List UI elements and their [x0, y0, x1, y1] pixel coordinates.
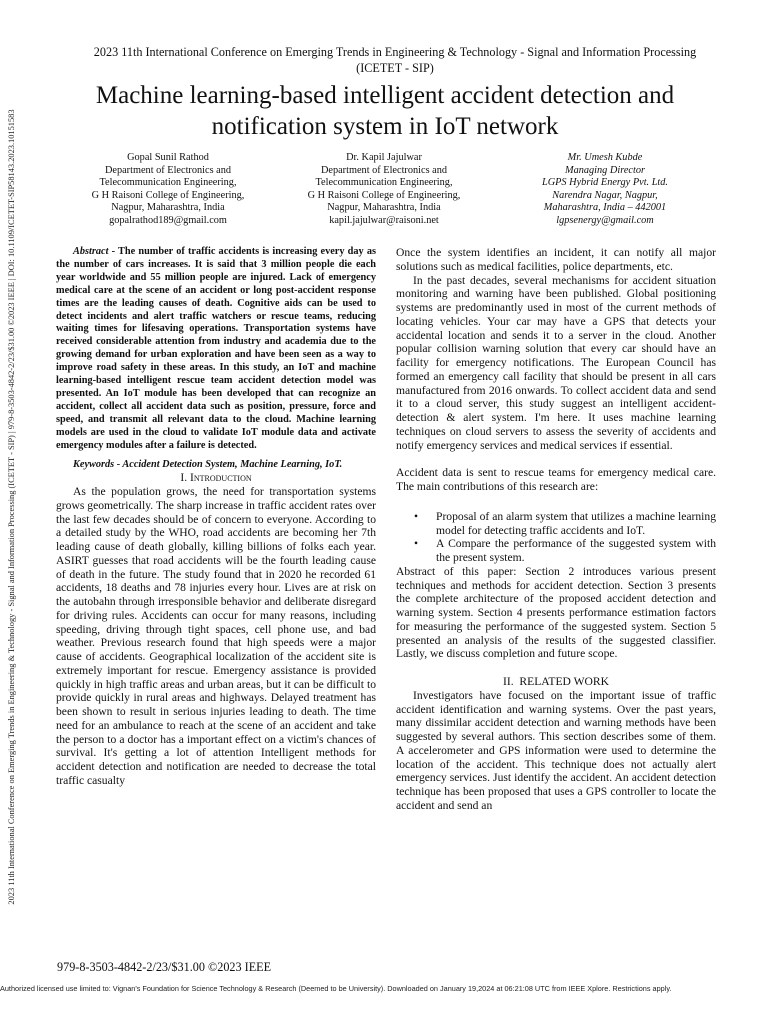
author-affiliation: Department of Electronics and	[320, 164, 448, 176]
author-affiliation: G H Raisoni College of Engineering,	[91, 189, 245, 201]
section-title: Introduction	[190, 471, 252, 485]
section-heading-introduction	[56, 471, 376, 485]
bullet-icon: •	[414, 537, 419, 551]
list-item-text: A Compare the performance of the suggested system with the present system.	[436, 537, 716, 564]
paper-title	[40, 80, 730, 142]
author-affiliation: G H Raisoni College of Engineering,	[307, 189, 461, 201]
abstract-label: Abstract	[73, 246, 109, 257]
paragraph: Once the system identifies an incident, it can notify all major solutions such as medical facilities, police departments, etc.	[396, 246, 716, 273]
paragraph: Investigators have focused on the important issue of traffic accident identification and warning systems. Over the past years, many dissimilar accident detection and warning methods have been suggested by several authors. This section describes some of them. A accelerometer and GPS information were used to determine the location of the accident. This technique does not actually alert emergency services. Just identify the accident. An accident detection technique has been proposed that uses a GPS controller to locate the accident and send an	[396, 688, 716, 812]
title-line-2: notification system in IoT network	[211, 113, 559, 140]
author-email[interactable]: kapil.jajulwar@raisoni.net	[329, 214, 439, 226]
contributions-list	[396, 510, 716, 565]
left-column	[56, 246, 376, 788]
download-notice: Authorized licensed use limited to: Vignan's Foundation for Science Technology & Research (Deemed to be University). Downloaded on January 19,2024 at 06:21:08 UTC from IEEE Xplore. Restrictions apply.	[0, 984, 672, 993]
sidebar-doi-strip: 2023 11th International Conference on Emerging Trends in Engineering & Technology - Signal and Information Processing (ICETET - SIP) | 979-8-3503-4842-2/23/$31.00 ©2023 IEEE | DOI: 10.1109/ICETET-SIP58143.2023.10151583	[7, 109, 16, 905]
section-number: I.	[180, 471, 188, 485]
keywords: Keywords - Accident Detection System, Machine Learning, IoT.	[73, 458, 343, 470]
author-affiliation: Department of Electronics and	[104, 164, 232, 176]
author-location: Narendra Nagar, Nagpur,	[552, 189, 658, 201]
author-block-2	[284, 152, 484, 228]
abstract	[56, 246, 376, 453]
title-line-1: Machine learning-based intelligent accident detection and	[95, 82, 675, 109]
right-column	[396, 246, 716, 813]
paragraph: In the past decades, several mechanisms for accident situation monitoring and warning have been published. Global positioning systems are predominantly used in most of the current methods of locating vehicles. Your car may have a GPS that detects your accidental location and sends it to a server in the cloud. Another popular collision warning solution that every car should have an facility for emergency notifications. The European Council has formed an emergency call facility that should be present in all cars manufactured from 2016 onwards. To collect accident data and send it to a cloud server, this study suggest an intelligent accident-detection & alert system. I'm here. It uses machine learning techniques on cloud servers to assess the severity of accidents and notify emergency services and medical services if essential.	[396, 273, 716, 452]
author-block-3	[505, 152, 705, 228]
author-email[interactable]: gopalrathod189@gmail.com	[109, 214, 227, 226]
list-item	[396, 510, 716, 538]
paragraph: Abstract of this paper: Section 2 introduces various present techniques and methods for accident detection. Section 3 presents the complete architecture of the proposed accident detection and warning system. Section 4 presents performance estimation factors for measuring the performance of the suggested system. Section 5 presented an analysis of the results of the suggested classifier. Lastly, we discuss completion and future scope.	[396, 564, 716, 661]
author-affiliation: Telecommunication Engineering,	[315, 177, 453, 189]
section-heading-related-work	[396, 675, 716, 689]
conference-line-2: (ICETET - SIP)	[356, 61, 434, 75]
author-affiliation: Telecommunication Engineering,	[99, 177, 237, 189]
author-name: Dr. Kapil Jajulwar	[346, 152, 422, 163]
list-item	[396, 537, 716, 565]
abstract-text: - The number of traffic accidents is increasing every day as the number of cars increases. It is said that 3 million people die each year worldwide and 55 million people are injured. Lack of emergency medical care at the scene of an accident or long post-accident response times are the leading causes of death. Cognitive aids can be used to detect incidents and alert traffic watchers or rescue teams, reducing waiting times for lifesaving operations. Transportation systems have received considerable attention from industry and academia due to the growing demand for urban exploration and have been seen as a way to improve road safety in these areas. In this study, an IoT and machine learning-based intelligent rescue team accident detection model was presented. An IoT module has been developed that can recognize an accident, collect all accident data such as position, pressure, force and speed, and transmit all relevant data to the cloud. Machine learning models are used in the cloud to validate IoT module data and activate emergency modules after a failure is detected.	[56, 246, 376, 451]
author-block-1	[68, 152, 268, 228]
section-number: II.	[502, 675, 514, 688]
author-affiliation: Managing Director	[565, 164, 645, 176]
author-name: Gopal Sunil Rathod	[127, 152, 209, 163]
section-title: RELATED WORK	[519, 675, 610, 688]
author-affiliation: LGPS Hybrid Energy Pvt. Ltd.	[541, 177, 669, 189]
introduction-paragraph: As the population grows, the need for transportation systems grows geometrically. The sharp increase in traffic accident rates over the last few decades should be of concern to everyone. According to a detailed study by the WHO, road accidents are becoming her 7th leading cause of death globally, killing billions of folks each year. ASIRT guesses that road accidents will be the fourth leading cause of death in the future. The study found that in 2020 he recorded 61 accidents, 18 deaths and 78 injuries every hour. Lives are at risk on the autobahn through irresponsible behavior and deliberate disregard for driving rules. Accidents can occur for many reasons, including speeding, driving through tight spaces, cell phone use, and bad weather. Previous research found that high speeds were a major cause of accidents. Geographical localization of the accident site is extremely important for rescue. Emergency assistance is provided quickly in high traffic areas and urban areas, but it can be difficult to provide quickly in rural areas and highways. Delayed treatment has been shown to result in serious injuries leading to death. The time need for an ambulance to reach at the scene of an accident and take the person to a doctor has a important effect on a victim's chances of survival. It's getting a lot of attention Intelligent methods for accident detection and notification are needed to decrease the total traffic casualty	[56, 485, 376, 787]
paragraph: Accident data is sent to rescue teams for emergency medical care. The main contributions of this research are:	[396, 466, 716, 493]
author-location: Maharashtra, India – 442001	[543, 202, 667, 214]
author-name: Mr. Umesh Kubde	[567, 152, 643, 163]
author-email[interactable]: lgpsenergy@gmail.com	[556, 214, 654, 226]
conference-line-1: 2023 11th International Conference on Emerging Trends in Engineering & Technology - Signal and Information Processing	[93, 45, 697, 59]
bullet-icon: •	[414, 509, 419, 523]
footer-code: 979-8-3503-4842-2/23/$31.00 ©2023 IEEE	[57, 960, 272, 974]
author-location: Nagpur, Maharashtra, India	[111, 202, 225, 214]
author-location: Nagpur, Maharashtra, India	[327, 202, 441, 214]
list-item-text: Proposal of an alarm system that utilizes a machine learning model for detecting traffic accidents and IoT.	[436, 509, 716, 537]
